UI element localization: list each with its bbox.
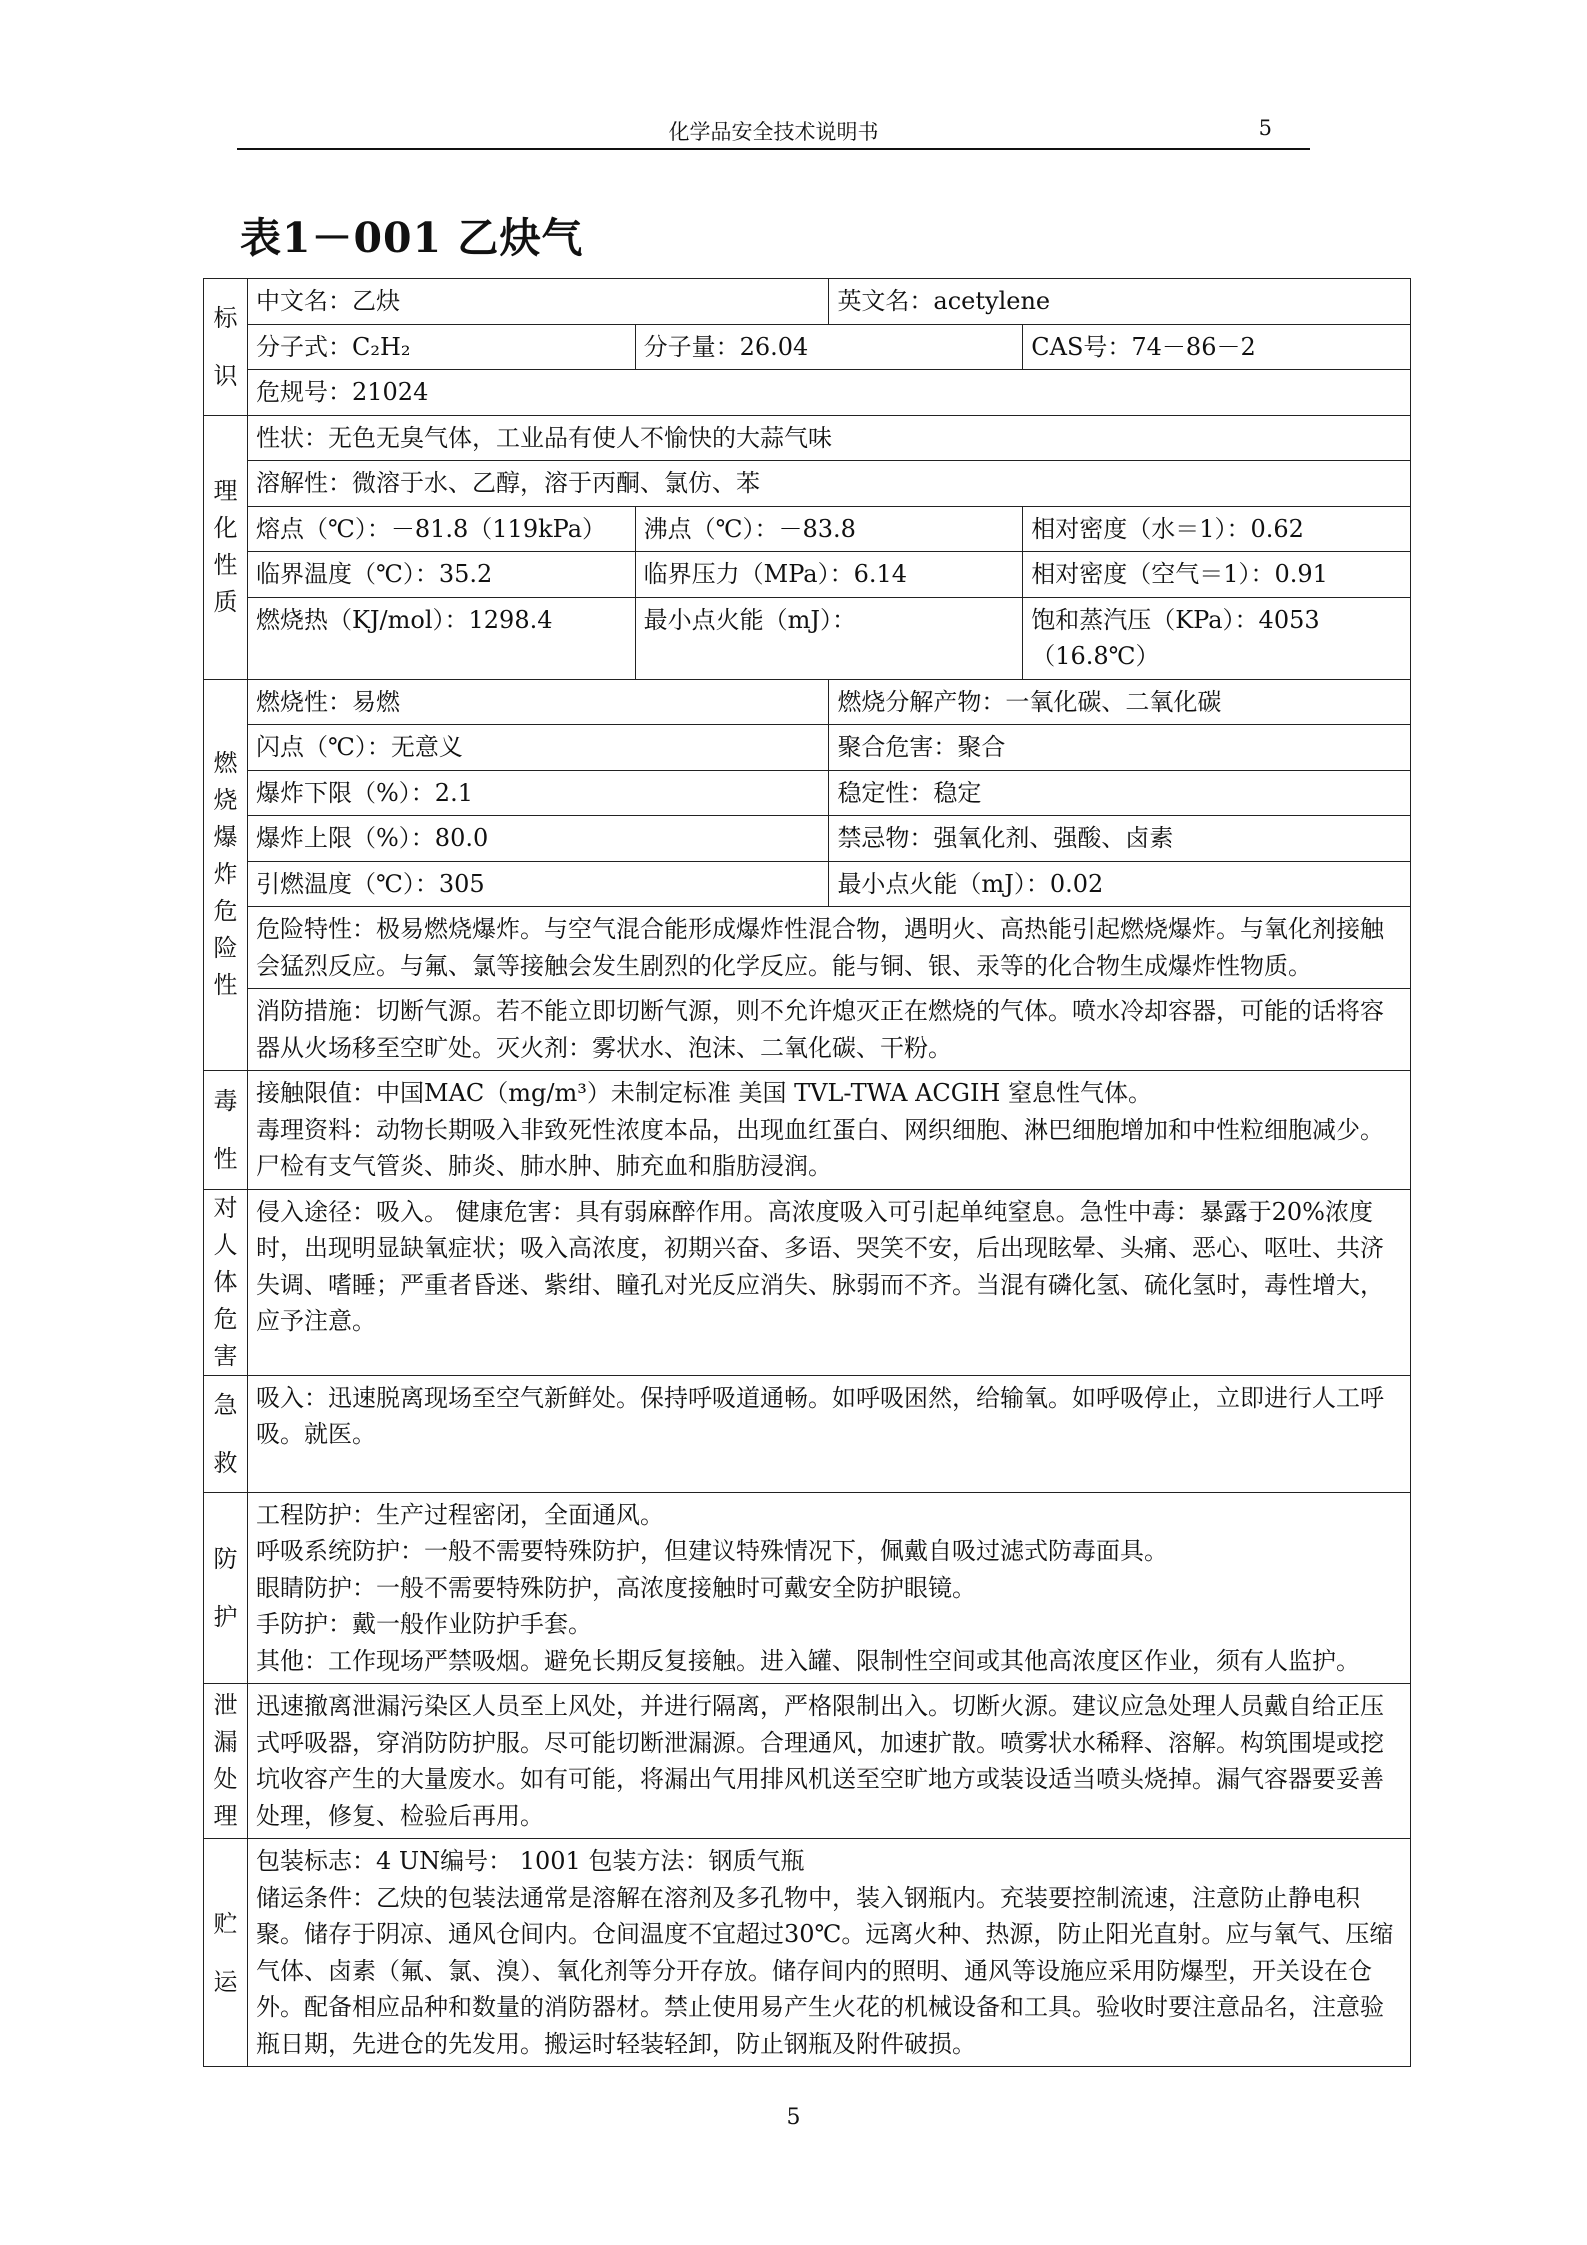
text-line: 吸入：迅速脱离现场至空气新鲜处。保持呼吸道通畅。如呼吸困然，给输氧。如呼吸停止，立即进行人工呼吸。就医。 <box>256 1383 1384 1448</box>
text-line: 接触限值：中国MAC（mg/m³）未制定标准 美国 TVL-TWA ACGIH 窒息性气体。 <box>256 1079 1152 1107</box>
section-row <box>204 816 1411 862</box>
section-row <box>204 1492 1411 1684</box>
section-row <box>204 1684 1411 1839</box>
field-cell: 饱和蒸汽压（KPa）：4053（16.8℃） <box>1023 597 1411 679</box>
field-cell: 稳定性：稳定 <box>829 770 1411 816</box>
field-cell: 爆炸上限（%）：80.0 <box>248 816 829 862</box>
section-label-text: 毒性 <box>213 1086 238 1173</box>
section-label <box>204 1684 248 1839</box>
field-cell: 危规号：21024 <box>248 370 1411 416</box>
field-cell: 性状：无色无臭气体，工业品有使人不愉快的大蒜气味 <box>248 415 1411 461</box>
field-cell: 熔点（℃）：－81.8（119kPa） <box>248 506 636 552</box>
field-cell: 最小点火能（mJ）： <box>635 597 1023 679</box>
field-cell: 分子量：26.04 <box>635 324 1023 370</box>
text-cell <box>248 1492 1411 1684</box>
field-cell: 相对密度（水＝1）：0.62 <box>1023 506 1411 552</box>
text-line: 迅速撤离泄漏污染区人员至上风处，并进行隔离，严格限制出入。切断火源。建议应急处理人员戴自给正压式呼吸器，穿消防防护服。尽可能切断泄漏源。合理通风，加速扩散。喷雾状水稀释、溶解。构筑围堤或挖坑收容产生的大量废水。如有可能，将漏出气用排风机送至空旷地方或装设适当喷头烧掉。漏气容器要妥善处理，修复、检验后再用。 <box>256 1692 1384 1830</box>
table-title: 表1－001 乙炔气 <box>240 214 584 262</box>
section-row <box>204 1375 1411 1492</box>
text-cell <box>248 1375 1411 1492</box>
page-header <box>237 112 1310 150</box>
text-line: 工程防护：生产过程密闭，全面通风。 <box>256 1500 664 1529</box>
text-line: 包装标志：4 UN编号： 1001 包装方法：钢质气瓶 <box>256 1847 805 1875</box>
section-label-text: 对人体危害 <box>213 1193 238 1370</box>
section-label-text: 标识 <box>213 303 238 390</box>
field-cell: 临界温度（℃）：35.2 <box>248 552 636 598</box>
text-line: 侵入途径：吸入。 健康危害：具有弱麻醉作用。高浓度吸入可引起单纯窒息。急性中毒：暴露于20%浓度时，出现明显缺氧症状；吸入高浓度，初期兴奋、多语、哭笑不安，后出现眩晕、头痛、恶心、呕吐、共济失调、嗜睡；严重者昏迷、紫绀、瞳孔对光反应消失、脉弱而不齐。当混有磷化氢、硫化氢时，毒性增大，应予注意。 <box>256 1197 1384 1335</box>
text-line: 储运条件：乙炔的包装法通常是溶解在溶剂及多孔物中，装入钢瓶内。充装要控制流速，注意防止静电积聚。储存于阴凉、通风仓间内。仓间温度不宜超过30℃。远离火种、热源，防止阳光直射。应与氧气、压缩气体、卤素（氟、氯、溴）、氧化剂等分开存放。储存间内的照明、通风等设施应采用防爆型，开关设在仓外。配备相应品种和数量的消防器材。禁止使用易产生火花的机械设备和工具。验收时要注意品名，注意验瓶日期，先进仓的先发用。搬运时轻装轻卸，防止钢瓶及附件破损。 <box>256 1883 1394 2058</box>
text-cell <box>248 1189 1411 1375</box>
field-cell: 英文名：acetylene <box>829 279 1411 325</box>
section-row <box>204 770 1411 816</box>
section-label <box>204 679 248 1071</box>
text-line: 危险特性：极易燃烧爆炸。与空气混合能形成爆炸性混合物，遇明火、高热能引起燃烧爆炸。与氧化剂接触会猛烈反应。与氟、氯等接触会发生剧烈的化学反应。能与铜、银、汞等的化合物生成爆炸性物质。 <box>256 915 1384 980</box>
text-line: 眼睛防护：一般不需要特殊防护，高浓度接触时可戴安全防护眼镜。 <box>256 1573 976 1602</box>
text-cell <box>248 989 1411 1071</box>
text-line: 呼吸系统防护：一般不需要特殊防护，但建议特殊情况下，佩戴自吸过滤式防毒面具。 <box>256 1537 1168 1565</box>
safety-data-sheet <box>203 278 1411 2067</box>
section-row <box>204 725 1411 771</box>
section-label <box>204 1189 248 1375</box>
sds-table <box>203 278 1411 2067</box>
header-document-title: 化学品安全技术说明书 <box>668 120 879 144</box>
section-row <box>204 279 1411 325</box>
section-row <box>204 506 1411 552</box>
section-row <box>204 597 1411 679</box>
section-row <box>204 907 1411 989</box>
field-cell: 燃烧热（KJ/mol）：1298.4 <box>248 597 636 679</box>
section-row <box>204 461 1411 507</box>
section-row <box>204 989 1411 1071</box>
field-cell: 最小点火能（mJ）：0.02 <box>829 861 1411 907</box>
text-line: 消防措施：切断气源。若不能立即切断气源，则不允许熄灭正在燃烧的气体。喷水冷却容器，可能的话将容器从火场移至空旷处。灭火剂：雾状水、泡沫、二氧化碳、干粉。 <box>256 997 1384 1062</box>
text-line: 毒理资料：动物长期吸入非致死性浓度本品，出现血红蛋白、网织细胞、淋巴细胞增加和中性粒细胞减少。尸检有支气管炎、肺炎、肺水肿、肺充血和脂肪浸润。 <box>256 1115 1384 1180</box>
field-cell: 禁忌物：强氧化剂、强酸、卤素 <box>829 816 1411 862</box>
text-line: 手防护：戴一般作业防护手套。 <box>256 1610 592 1638</box>
section-label-text: 泄漏处理 <box>213 1691 238 1830</box>
field-cell: 溶解性：微溶于水、乙醇，溶于丙酮、氯仿、苯 <box>248 461 1411 507</box>
section-label-text: 防护 <box>213 1544 238 1631</box>
header-page-number: 5 <box>1258 116 1272 140</box>
section-row <box>204 679 1411 725</box>
field-cell: 分子式：C₂H₂ <box>248 324 636 370</box>
field-cell: 燃烧分解产物：一氧化碳、二氧化碳 <box>829 679 1411 725</box>
section-label <box>204 1492 248 1684</box>
section-row <box>204 1189 1411 1375</box>
section-label <box>204 1375 248 1492</box>
section-label <box>204 1071 248 1190</box>
section-label-text: 贮运 <box>213 1909 238 1996</box>
text-line: 其他：工作现场严禁吸烟。避免长期反复接触。进入罐、限制性空间或其他高浓度区作业，须有人监护。 <box>256 1646 1360 1675</box>
section-label-text: 理化性质 <box>213 477 238 616</box>
section-label-text: 急救 <box>213 1390 238 1477</box>
footer-page-number: 5 <box>786 2105 801 2130</box>
section-row <box>204 1071 1411 1190</box>
section-label <box>204 279 248 416</box>
section-row <box>204 1839 1411 2067</box>
field-cell: 爆炸下限（%）：2.1 <box>248 770 829 816</box>
field-cell: 沸点（℃）：－83.8 <box>635 506 1023 552</box>
field-cell: 聚合危害：聚合 <box>829 725 1411 771</box>
section-row <box>204 861 1411 907</box>
field-cell: 闪点（℃）：无意义 <box>248 725 829 771</box>
section-row <box>204 415 1411 461</box>
field-cell: 中文名：乙炔 <box>248 279 829 325</box>
section-label-text: 燃烧爆炸危险性 <box>213 749 238 1000</box>
field-cell: 临界压力（MPa）：6.14 <box>635 552 1023 598</box>
text-cell <box>248 1684 1411 1839</box>
field-cell: 燃烧性：易燃 <box>248 679 829 725</box>
field-cell: 相对密度（空气＝1）：0.91 <box>1023 552 1411 598</box>
section-row <box>204 552 1411 598</box>
text-cell <box>248 1071 1411 1190</box>
field-cell: CAS号：74－86－2 <box>1023 324 1411 370</box>
section-row <box>204 370 1411 416</box>
section-label <box>204 1839 248 2067</box>
text-cell <box>248 1839 1411 2067</box>
section-row <box>204 324 1411 370</box>
text-cell <box>248 907 1411 989</box>
section-label <box>204 415 248 679</box>
field-cell: 引燃温度（℃）：305 <box>248 861 829 907</box>
